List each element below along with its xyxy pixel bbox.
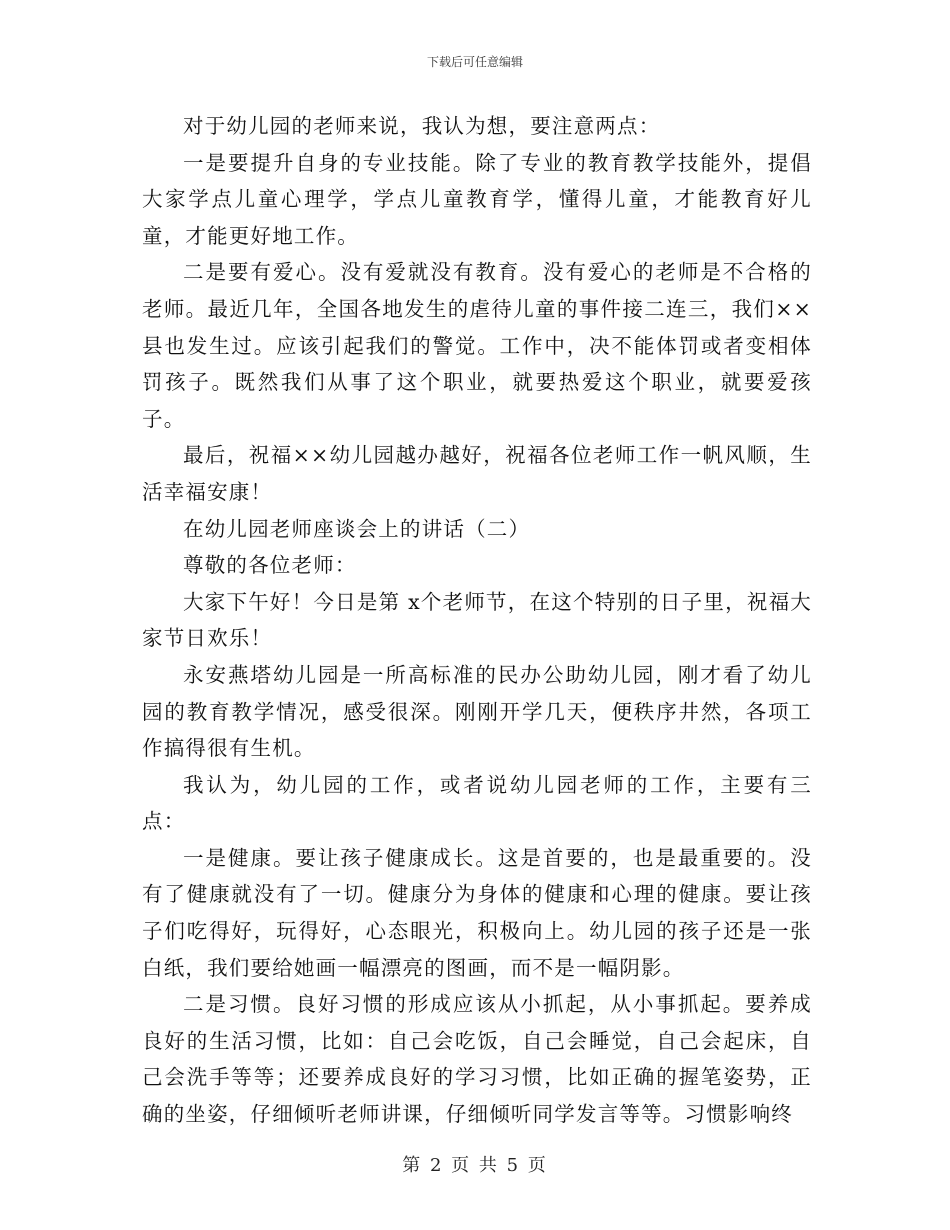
paragraph: 一是要提升自身的专业技能。除了专业的教育教学技能外，提倡大家学点儿童心理学，学点儿童教育学，懂得儿童，才能教育好儿童，才能更好地工作。 [142,150,812,248]
document-body [142,108,812,1133]
paragraph: 一是健康。要让孩子健康成长。这是首要的，也是最重要的。没有了健康就没有了一切。健康分为身体的健康和心理的健康。要让孩子们吃得好，玩得好，心态眼光，积极向上。幼儿园的孩子还是一张白纸，我们要给她画一幅漂亮的图画，而不是一幅阴影。 [142,845,812,980]
page-number: 第 2 页 共 5 页 [402,1155,548,1176]
paragraph: 最后，祝福××幼儿园越办越好，祝福各位老师工作一帆风顺，生活幸福安康！ [142,443,812,504]
paragraph: 二是要有爱心。没有爱就没有教育。没有爱心的老师是不合格的老师。最近几年，全国各地发生的虐待儿童的事件接二连三，我们××县也发生过。应该引起我们的警觉。工作中，决不能体罚或者变相体罚孩子。既然我们从事了这个职业，就要热爱这个职业，就要爱孩子。 [142,260,812,431]
page-header-note: 下载后可任意编辑 [426,55,523,69]
paragraph: 永安燕塔幼儿园是一所高标准的民办公助幼儿园，刚才看了幼儿园的教育教学情况，感受很深。刚刚开学几天，便秩序井然，各项工作搞得很有生机。 [142,662,812,761]
paragraph: 二是习惯。良好习惯的形成应该从小抓起，从小事抓起。要养成良好的生活习惯，比如：自己会吃饭，自己会睡觉，自己会起床，自己会洗手等等；还要养成良好的学习习惯，比如正确的握笔姿势，正确的坐姿，仔细倾听老师讲课，仔细倾听同学发言等等。习惯影响终 [142,992,812,1127]
paragraph: 我认为，幼儿园的工作，或者说幼儿园老师的工作，主要有三点： [142,772,812,834]
salutation: 尊敬的各位老师： [183,553,357,578]
paragraph: 大家下午好！今日是第 x个老师节，在这个特别的日子里，祝福大家节日欢乐！ [142,589,812,651]
section-title: 在幼儿园老师座谈会上的讲话（二） [183,516,531,541]
paragraph: 对于幼儿园的老师来说，我认为想，要注意两点： [183,114,661,138]
